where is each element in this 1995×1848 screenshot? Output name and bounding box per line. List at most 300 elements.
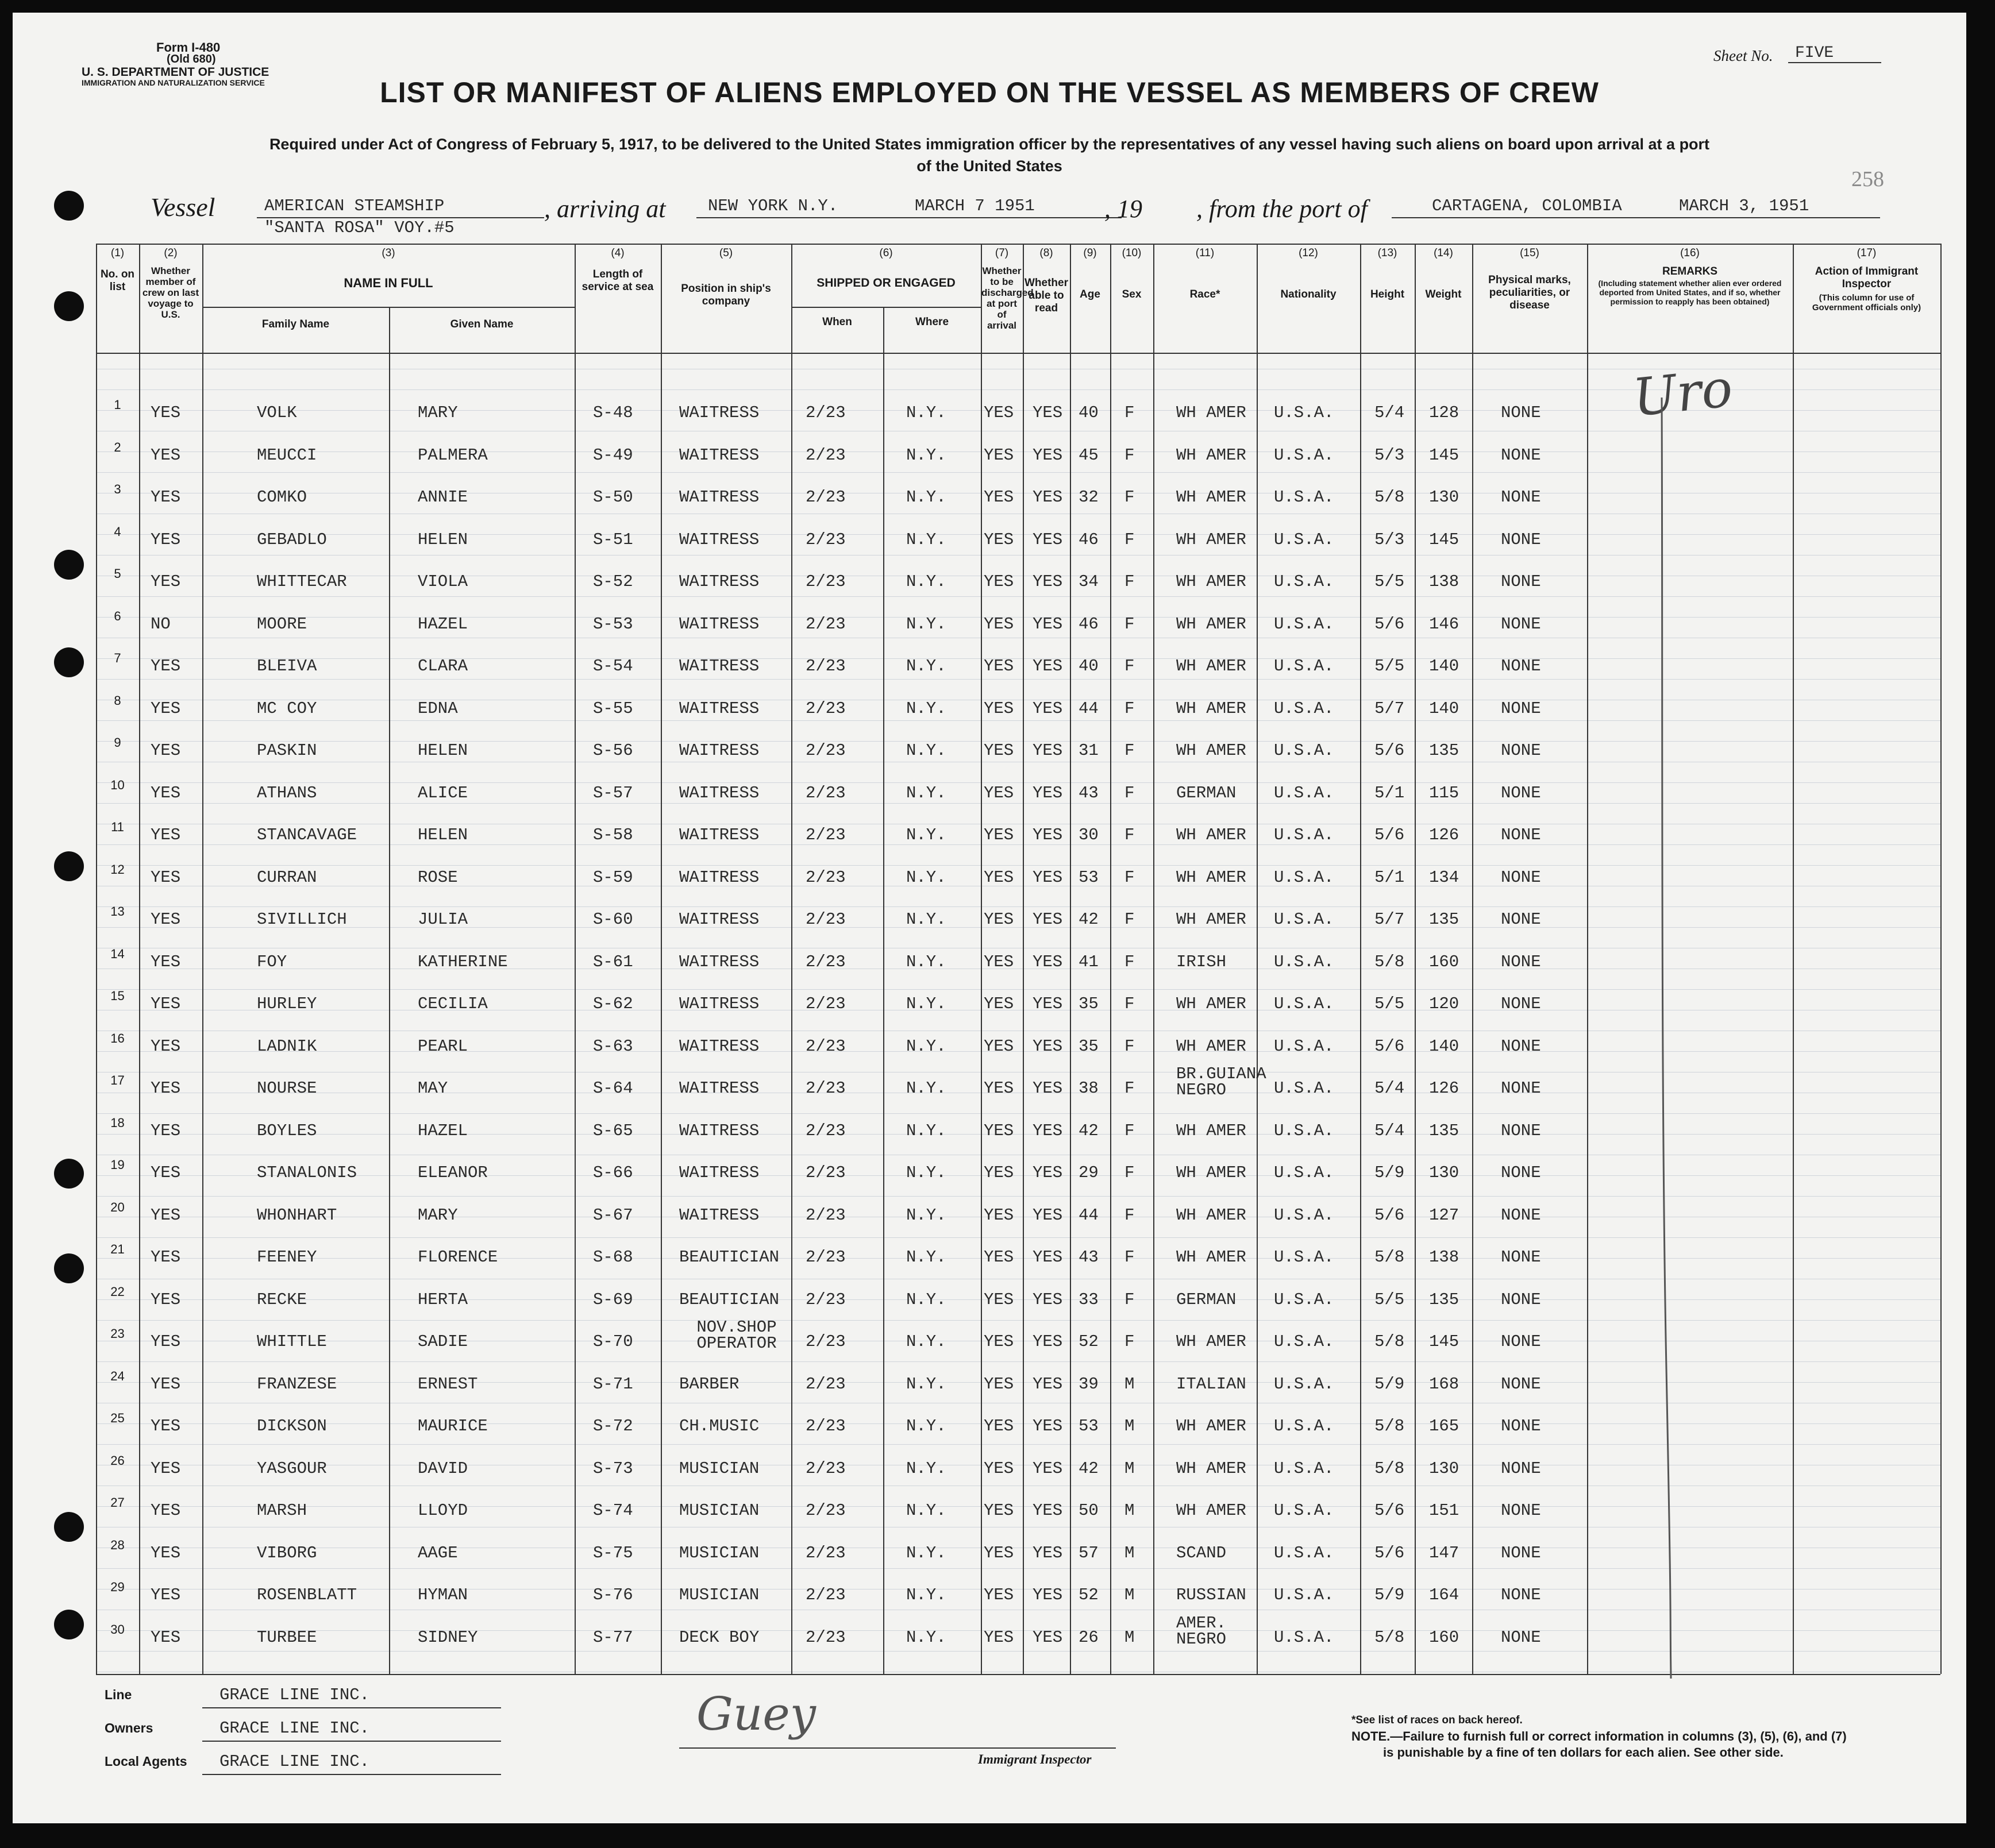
cell-position: WAITRESS <box>679 994 760 1013</box>
cell-when: 2/23 <box>806 1332 846 1351</box>
cell-family-name: MARSH <box>257 1501 307 1520</box>
cell-family-name: VIBORG <box>257 1543 317 1562</box>
cell-family-name: STANCAVAGE <box>257 825 357 844</box>
cell-height: 5/4 <box>1374 1079 1405 1098</box>
cell-given-name: MAURICE <box>418 1417 488 1436</box>
cell-race: WH AMER <box>1176 1205 1246 1225</box>
row-number: 5 <box>114 566 121 581</box>
cell-marks: NONE <box>1501 1248 1541 1267</box>
cell-height: 5/5 <box>1374 994 1405 1013</box>
cell-discharged: YES <box>984 614 1014 634</box>
cell-family-name: PASKIN <box>257 741 317 760</box>
cell-sex: M <box>1124 1417 1135 1436</box>
cell-where: N.Y. <box>906 1205 946 1225</box>
footer-agents-label: Local Agents <box>105 1754 187 1769</box>
cell-given-name: ROSE <box>418 867 458 887</box>
row-number: 14 <box>110 946 125 961</box>
cell-position: WAITRESS <box>679 825 760 844</box>
cell-given-name: JULIA <box>418 910 468 929</box>
cell-sex: F <box>1124 445 1135 465</box>
cell-weight: 130 <box>1429 488 1459 507</box>
cell-sex: F <box>1124 1163 1135 1182</box>
cell-weight: 130 <box>1429 1163 1459 1182</box>
cell-discharged: YES <box>984 1417 1014 1436</box>
cell-service: S-72 <box>593 1417 633 1436</box>
cell-position: BARBER <box>679 1374 740 1394</box>
col-border <box>202 244 203 1674</box>
cell-position: WAITRESS <box>679 910 760 929</box>
cell-when: 2/23 <box>806 867 846 887</box>
cell-nationality: U.S.A. <box>1274 614 1334 634</box>
cell-discharged: YES <box>984 445 1014 465</box>
cell-sex: M <box>1124 1459 1135 1478</box>
row-number: 19 <box>110 1158 125 1172</box>
cell-service: S-69 <box>593 1290 633 1309</box>
cell-given-name: MAY <box>418 1079 448 1098</box>
cell-where: N.Y. <box>906 1163 946 1182</box>
cell-read: YES <box>1033 699 1063 718</box>
col-header-action: Action of Immigrant Inspector <box>1815 265 1919 290</box>
stamp-number: 258 <box>1851 167 1884 191</box>
row-number: 3 <box>114 482 121 496</box>
punch-hole <box>54 550 84 580</box>
row-number: 29 <box>110 1580 125 1594</box>
cell-sex: M <box>1124 1627 1135 1647</box>
cell-when: 2/23 <box>806 741 846 760</box>
cell-where: N.Y. <box>906 1332 946 1351</box>
cell-service: S-75 <box>593 1543 633 1562</box>
cell-where: N.Y. <box>906 1036 946 1056</box>
cell-marks: NONE <box>1501 1332 1541 1351</box>
cell-nationality: U.S.A. <box>1274 1290 1334 1309</box>
cell-sex: F <box>1124 867 1135 887</box>
cell-nationality: U.S.A. <box>1274 657 1334 676</box>
punch-hole <box>54 1159 84 1189</box>
cell-crew: YES <box>151 1627 181 1647</box>
cell-weight: 160 <box>1429 1627 1459 1647</box>
row-number: 4 <box>114 524 121 539</box>
col-number: (2) <box>164 247 178 259</box>
cell-where: N.Y. <box>906 994 946 1013</box>
cell-nationality: U.S.A. <box>1274 1585 1334 1604</box>
cell-service: S-67 <box>593 1205 633 1225</box>
row-number: 6 <box>114 608 121 623</box>
cell-age: 53 <box>1079 867 1099 887</box>
inspector-label: Immigrant Inspector <box>978 1752 1092 1766</box>
cell-when: 2/23 <box>806 1627 846 1647</box>
cell-position: WAITRESS <box>679 867 760 887</box>
cell-sex: F <box>1124 825 1135 844</box>
row-number: 12 <box>110 862 125 877</box>
cell-position: WAITRESS <box>679 1079 760 1098</box>
cell-nationality: U.S.A. <box>1274 952 1334 971</box>
col-header-race: Race* <box>1189 288 1220 300</box>
cell-when: 2/23 <box>806 530 846 549</box>
cell-read: YES <box>1033 1163 1063 1182</box>
cell-height: 5/5 <box>1374 657 1405 676</box>
cell-crew: YES <box>151 1332 181 1351</box>
cell-read: YES <box>1033 1248 1063 1267</box>
cell-age: 41 <box>1079 952 1099 971</box>
cell-nationality: U.S.A. <box>1274 1543 1334 1562</box>
cell-position: CH.MUSIC <box>679 1417 760 1436</box>
cell-family-name: CURRAN <box>257 867 317 887</box>
cell-weight: 134 <box>1429 867 1459 887</box>
cell-race: WH AMER <box>1176 1248 1246 1267</box>
cell-crew: YES <box>151 445 181 465</box>
cell-read: YES <box>1033 1121 1063 1140</box>
cell-age: 42 <box>1079 910 1099 929</box>
cell-when: 2/23 <box>806 1374 846 1394</box>
cell-sex: F <box>1124 699 1135 718</box>
cell-crew: YES <box>151 657 181 676</box>
cell-sex: F <box>1124 1079 1135 1098</box>
cell-height: 5/8 <box>1374 1332 1405 1351</box>
cell-sex: F <box>1124 572 1135 591</box>
row-number: 17 <box>110 1073 125 1087</box>
punch-hole <box>54 647 84 677</box>
cell-where: N.Y. <box>906 403 946 422</box>
row-number: 22 <box>110 1284 125 1299</box>
cell-when: 2/23 <box>806 825 846 844</box>
cell-family-name: WHITTECAR <box>257 572 347 591</box>
cell-age: 26 <box>1079 1627 1099 1647</box>
cell-crew: YES <box>151 1079 181 1098</box>
cell-marks: NONE <box>1501 1585 1541 1604</box>
cell-height: 5/9 <box>1374 1163 1405 1182</box>
cell-race: WH AMER <box>1176 614 1246 634</box>
cell-when: 2/23 <box>806 403 846 422</box>
col-number: (15) <box>1520 247 1539 259</box>
footer-agents-value: GRACE LINE INC. <box>219 1752 370 1771</box>
col-header-read: Whether able to read <box>1025 277 1068 314</box>
cell-weight: 135 <box>1429 1290 1459 1309</box>
footer-owners-fill <box>202 1741 501 1742</box>
subtitle-line1: Required under Act of Congress of February 5, 1917, to be delivered to the United States immigration officer by the representatives of any vessel having such aliens on board upon arrival at a port <box>269 136 1710 153</box>
cell-nationality: U.S.A. <box>1274 783 1334 803</box>
cell-nationality: U.S.A. <box>1274 1501 1334 1520</box>
cell-read: YES <box>1033 614 1063 634</box>
cell-nationality: U.S.A. <box>1274 530 1334 549</box>
cell-height: 5/8 <box>1374 1248 1405 1267</box>
cell-race: WH AMER <box>1176 699 1246 718</box>
cell-weight: 128 <box>1429 403 1459 422</box>
col-header-given: Given Name <box>450 318 514 330</box>
cell-service: S-76 <box>593 1585 633 1604</box>
cell-service: S-57 <box>593 783 633 803</box>
col-header-marks: Physical marks, peculiarities, or disease <box>1488 274 1571 311</box>
cell-nationality: U.S.A. <box>1274 403 1334 422</box>
cell-crew: NO <box>151 614 171 634</box>
cell-height: 5/6 <box>1374 825 1405 844</box>
cell-family-name: FOY <box>257 952 287 971</box>
cell-marks: NONE <box>1501 403 1541 422</box>
cell-race: WH AMER <box>1176 867 1246 887</box>
cell-age: 53 <box>1079 1417 1099 1436</box>
cell-age: 52 <box>1079 1332 1099 1351</box>
cell-crew: YES <box>151 994 181 1013</box>
col-header-sex: Sex <box>1122 288 1142 300</box>
cell-age: 46 <box>1079 614 1099 634</box>
cell-when: 2/23 <box>806 1585 846 1604</box>
cell-position: MUSICIAN <box>679 1459 760 1478</box>
cell-when: 2/23 <box>806 1459 846 1478</box>
cell-nationality: U.S.A. <box>1274 867 1334 887</box>
cell-family-name: VOLK <box>257 403 297 422</box>
cell-read: YES <box>1033 1290 1063 1309</box>
cell-sex: F <box>1124 530 1135 549</box>
cell-given-name: KATHERINE <box>418 952 508 971</box>
penalty-note-line1: NOTE.—Failure to furnish full or correct information in columns (3), (5), (6), and (7) <box>1351 1729 1847 1743</box>
cell-marks: NONE <box>1501 530 1541 549</box>
cell-nationality: U.S.A. <box>1274 1627 1334 1647</box>
cell-discharged: YES <box>984 1332 1014 1351</box>
cell-discharged: YES <box>984 1121 1014 1140</box>
cell-marks: NONE <box>1501 1374 1541 1394</box>
cell-discharged: YES <box>984 403 1014 422</box>
cell-service: S-68 <box>593 1248 633 1267</box>
cell-age: 33 <box>1079 1290 1099 1309</box>
cell-race: IRISH <box>1176 952 1227 971</box>
cell-when: 2/23 <box>806 910 846 929</box>
vessel-label: Vessel <box>151 192 215 222</box>
cell-position: WAITRESS <box>679 657 760 676</box>
cell-crew: YES <box>151 910 181 929</box>
row-number: 25 <box>110 1411 125 1425</box>
cell-weight: 151 <box>1429 1501 1459 1520</box>
cell-position: WAITRESS <box>679 952 760 971</box>
row-number: 15 <box>110 989 125 1003</box>
cell-race: WH AMER <box>1176 910 1246 929</box>
row-number: 21 <box>110 1242 125 1256</box>
page-title: LIST OR MANIFEST OF ALIENS EMPLOYED ON THE VESSEL AS MEMBERS OF CREW <box>380 76 1599 109</box>
cell-marks: NONE <box>1501 614 1541 634</box>
cell-family-name: MC COY <box>257 699 317 718</box>
cell-where: N.Y. <box>906 1121 946 1140</box>
department-name: U. S. DEPARTMENT OF JUSTICE <box>82 65 269 79</box>
cell-read: YES <box>1033 1205 1063 1225</box>
col-header-where: Where <box>915 316 949 328</box>
cell-discharged: YES <box>984 825 1014 844</box>
cell-race: WH AMER <box>1176 825 1246 844</box>
cell-marks: NONE <box>1501 1290 1541 1309</box>
arriving-port: NEW YORK N.Y. <box>708 196 838 215</box>
cell-service: S-63 <box>593 1036 633 1056</box>
cell-where: N.Y. <box>906 1585 946 1604</box>
cell-given-name: HELEN <box>418 741 468 760</box>
cell-family-name: LADNIK <box>257 1036 317 1056</box>
col-number: (11) <box>1195 247 1215 259</box>
cell-given-name: PEARL <box>418 1036 468 1056</box>
cell-read: YES <box>1033 572 1063 591</box>
cell-when: 2/23 <box>806 1248 846 1267</box>
cell-race: WH AMER <box>1176 657 1246 676</box>
cell-height: 5/3 <box>1374 445 1405 465</box>
cell-where: N.Y. <box>906 614 946 634</box>
cell-crew: YES <box>151 1585 181 1604</box>
cell-weight: 146 <box>1429 614 1459 634</box>
cell-discharged: YES <box>984 741 1014 760</box>
col-number: (12) <box>1299 247 1318 259</box>
cell-where: N.Y. <box>906 825 946 844</box>
cell-sex: F <box>1124 1290 1135 1309</box>
cell-sex: F <box>1124 657 1135 676</box>
cell-weight: 140 <box>1429 657 1459 676</box>
cell-race: WH AMER <box>1176 1163 1246 1182</box>
cell-position: WAITRESS <box>679 614 760 634</box>
cell-sex: F <box>1124 1205 1135 1225</box>
cell-race: WH AMER <box>1176 403 1246 422</box>
col-border <box>791 244 792 1674</box>
cell-when: 2/23 <box>806 488 846 507</box>
row-number: 7 <box>114 651 121 665</box>
cell-sex: M <box>1124 1374 1135 1394</box>
cell-given-name: EDNA <box>418 699 458 718</box>
cell-given-name: HERTA <box>418 1290 468 1309</box>
cell-when: 2/23 <box>806 445 846 465</box>
cell-service: S-54 <box>593 657 633 676</box>
cell-race: ITALIAN <box>1176 1374 1246 1394</box>
cell-when: 2/23 <box>806 994 846 1013</box>
cell-height: 5/1 <box>1374 867 1405 887</box>
cell-read: YES <box>1033 403 1063 422</box>
footer-line-label: Line <box>105 1687 132 1702</box>
cell-discharged: YES <box>984 1205 1014 1225</box>
cell-family-name: TURBEE <box>257 1627 317 1647</box>
cell-race: RUSSIAN <box>1176 1585 1246 1604</box>
punch-hole <box>54 851 84 881</box>
cell-weight: 145 <box>1429 530 1459 549</box>
cell-given-name: FLORENCE <box>418 1248 498 1267</box>
cell-read: YES <box>1033 445 1063 465</box>
row-number: 26 <box>110 1453 125 1468</box>
cell-sex: F <box>1124 403 1135 422</box>
punch-hole <box>54 191 84 221</box>
cell-when: 2/23 <box>806 1290 846 1309</box>
cell-where: N.Y. <box>906 1627 946 1647</box>
cell-service: S-66 <box>593 1163 633 1182</box>
cell-weight: 145 <box>1429 445 1459 465</box>
col-border <box>661 244 662 1674</box>
cell-where: N.Y. <box>906 1501 946 1520</box>
cell-where: N.Y. <box>906 445 946 465</box>
cell-nationality: U.S.A. <box>1274 1079 1334 1098</box>
cell-nationality: U.S.A. <box>1274 825 1334 844</box>
cell-read: YES <box>1033 952 1063 971</box>
cell-crew: YES <box>151 825 181 844</box>
cell-where: N.Y. <box>906 1290 946 1309</box>
cell-weight: 164 <box>1429 1585 1459 1604</box>
cell-sex: F <box>1124 1332 1135 1351</box>
cell-read: YES <box>1033 1036 1063 1056</box>
cell-age: 57 <box>1079 1543 1099 1562</box>
cell-service: S-64 <box>593 1079 633 1098</box>
cell-marks: NONE <box>1501 952 1541 971</box>
cell-height: 5/9 <box>1374 1585 1405 1604</box>
cell-service: S-77 <box>593 1627 633 1647</box>
name-subheader-line <box>202 307 575 308</box>
col-number: (5) <box>719 247 733 259</box>
cell-marks: NONE <box>1501 1459 1541 1478</box>
col-number: (16) <box>1680 247 1700 259</box>
cell-read: YES <box>1033 741 1063 760</box>
col-number: (8) <box>1039 247 1053 259</box>
cell-nationality: U.S.A. <box>1274 1163 1334 1182</box>
cell-sex: F <box>1124 910 1135 929</box>
cell-where: N.Y. <box>906 783 946 803</box>
penalty-note-line2: is punishable by a fine of ten dollars for each alien. See other side. <box>1383 1745 1784 1760</box>
cell-position: WAITRESS <box>679 699 760 718</box>
cell-family-name: FRANZESE <box>257 1374 337 1394</box>
cell-marks: NONE <box>1501 783 1541 803</box>
col-number: (10) <box>1122 247 1142 259</box>
cell-nationality: U.S.A. <box>1274 1417 1334 1436</box>
cell-weight: 147 <box>1429 1543 1459 1562</box>
col-border <box>575 244 576 1674</box>
cell-nationality: U.S.A. <box>1274 1459 1334 1478</box>
row-number: 20 <box>110 1199 125 1214</box>
arriving-label: , arriving at <box>544 195 666 223</box>
arriving-fill-line <box>696 217 1122 218</box>
cell-service: S-73 <box>593 1459 633 1478</box>
row-number: 9 <box>114 735 121 750</box>
cell-family-name: STANALONIS <box>257 1163 357 1182</box>
cell-crew: YES <box>151 1163 181 1182</box>
cell-family-name: BOYLES <box>257 1121 317 1140</box>
row-number: 1 <box>114 398 121 412</box>
cell-family-name: FEENEY <box>257 1248 317 1267</box>
cell-given-name: CLARA <box>418 657 468 676</box>
cell-height: 5/5 <box>1374 572 1405 591</box>
row-number: 8 <box>114 693 121 708</box>
punch-hole <box>54 1253 84 1283</box>
cell-sex: F <box>1124 994 1135 1013</box>
cell-when: 2/23 <box>806 699 846 718</box>
cell-read: YES <box>1033 783 1063 803</box>
header-bottom-border <box>96 353 1940 354</box>
cell-age: 38 <box>1079 1079 1099 1098</box>
row-number: 23 <box>110 1326 125 1341</box>
cell-where: N.Y. <box>906 488 946 507</box>
from-port: CARTAGENA, COLOMBIA <box>1432 196 1622 215</box>
cell-marks: NONE <box>1501 488 1541 507</box>
cell-position: WAITRESS <box>679 1036 760 1056</box>
cell-when: 2/23 <box>806 783 846 803</box>
cell-weight: 165 <box>1429 1417 1459 1436</box>
cell-sex: F <box>1124 1248 1135 1267</box>
subtitle-line2: of the United States <box>916 157 1062 175</box>
cell-sex: F <box>1124 1036 1135 1056</box>
cell-crew: YES <box>151 403 181 422</box>
col-border <box>1023 244 1024 1674</box>
cell-when: 2/23 <box>806 657 846 676</box>
cell-family-name: COMKO <box>257 488 307 507</box>
cell-discharged: YES <box>984 1248 1014 1267</box>
cell-where: N.Y. <box>906 867 946 887</box>
cell-when: 2/23 <box>806 1205 846 1225</box>
cell-discharged: YES <box>984 1036 1014 1056</box>
cell-position: WAITRESS <box>679 445 760 465</box>
cell-height: 5/9 <box>1374 1374 1405 1394</box>
cell-where: N.Y. <box>906 572 946 591</box>
cell-height: 5/4 <box>1374 403 1405 422</box>
cell-read: YES <box>1033 1501 1063 1520</box>
cell-age: 29 <box>1079 1163 1099 1182</box>
sheet-number-value: FIVE <box>1788 44 1881 63</box>
cell-marks: NONE <box>1501 1627 1541 1647</box>
cell-service: S-50 <box>593 488 633 507</box>
cell-discharged: YES <box>984 530 1014 549</box>
